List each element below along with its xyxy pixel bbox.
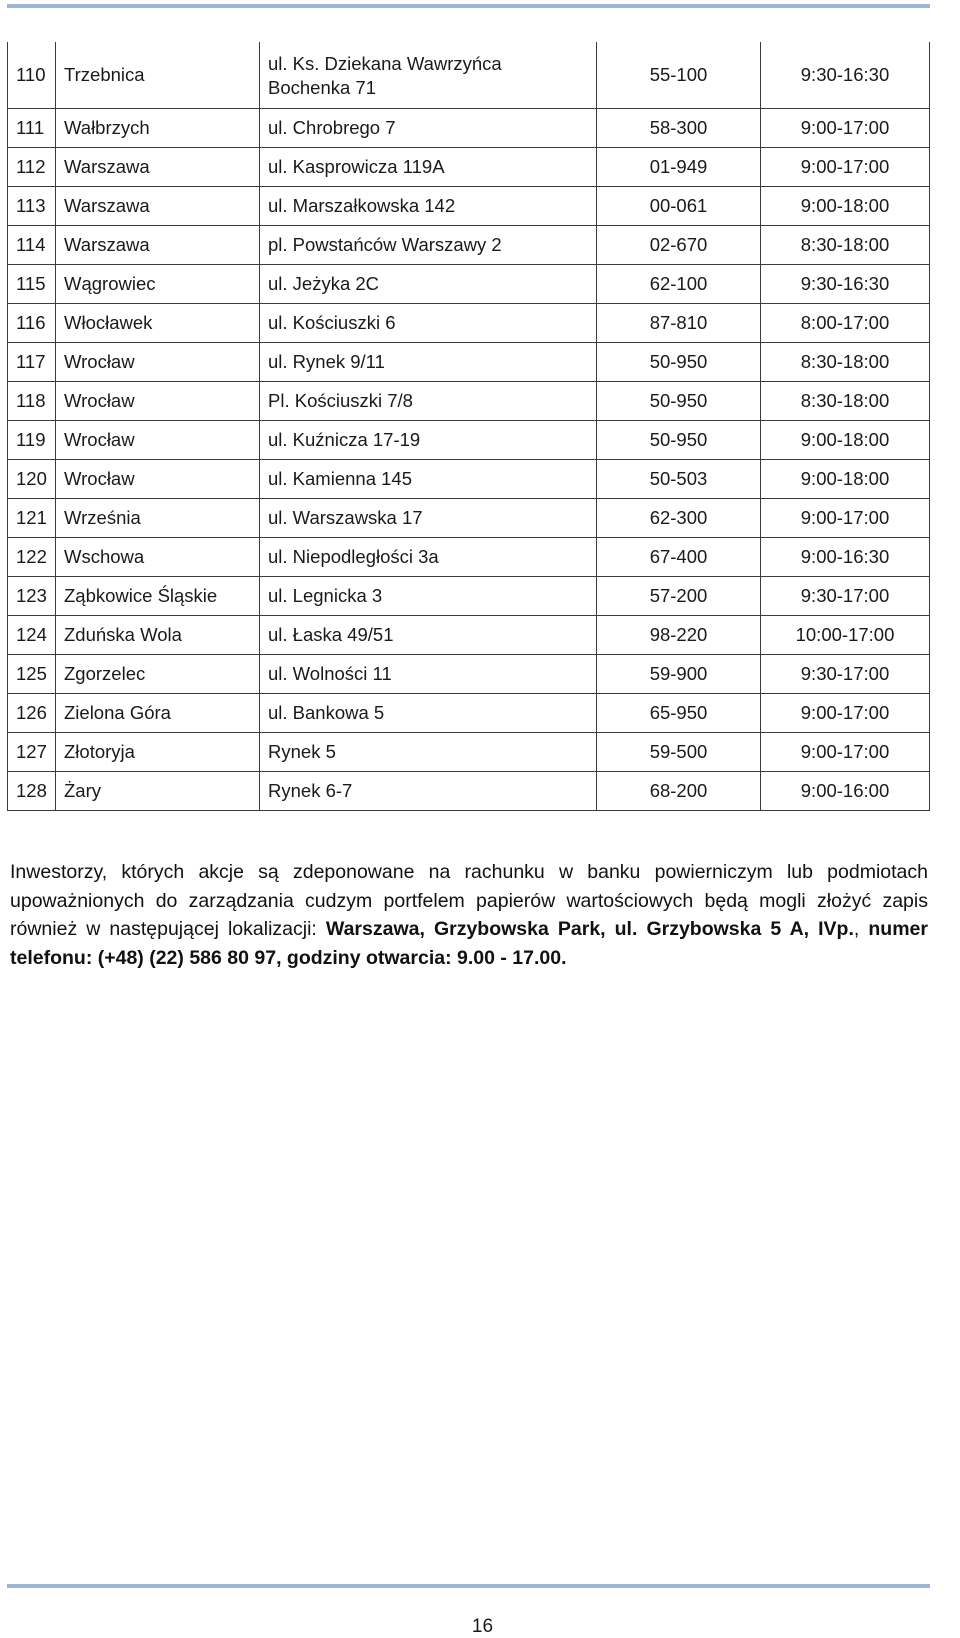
cell-city: Wrocław bbox=[56, 343, 260, 382]
cell-hours: 8:00-17:00 bbox=[761, 304, 930, 343]
cell-zip: 62-300 bbox=[597, 499, 761, 538]
cell-hours: 9:30-16:30 bbox=[761, 42, 930, 109]
cell-city: Ząbkowice Śląskie bbox=[56, 577, 260, 616]
cell-zip: 58-300 bbox=[597, 109, 761, 148]
cell-zip: 50-950 bbox=[597, 382, 761, 421]
cell-hours: 9:00-17:00 bbox=[761, 499, 930, 538]
cell-no: 120 bbox=[8, 460, 56, 499]
paragraph-plain-text: Inwestorzy, których akcje są zdeponowane na rachunku w banku powierniczym lub podmiotach upoważnionych do zarządzania cudzym portfelem papierów wartościowych będą mogli złożyć zapis również w następującej lokalizacji: bbox=[10, 861, 928, 940]
cell-zip: 87-810 bbox=[597, 304, 761, 343]
cell-no: 121 bbox=[8, 499, 56, 538]
cell-zip: 65-950 bbox=[597, 694, 761, 733]
cell-zip: 98-220 bbox=[597, 616, 761, 655]
table-row bbox=[8, 265, 930, 304]
bottom-rule bbox=[7, 1584, 930, 1588]
table-row bbox=[8, 148, 930, 187]
cell-hours: 8:30-18:00 bbox=[761, 226, 930, 265]
cell-hours: 8:30-18:00 bbox=[761, 382, 930, 421]
page-number: 16 bbox=[471, 1616, 494, 1637]
cell-hours: 8:30-18:00 bbox=[761, 343, 930, 382]
cell-no: 118 bbox=[8, 382, 56, 421]
cell-street: ul. Kuźnicza 17-19 bbox=[260, 421, 597, 460]
cell-city: Trzebnica bbox=[56, 42, 260, 109]
cell-street: ul. Marszałkowska 142 bbox=[260, 187, 597, 226]
cell-hours: 9:00-16:00 bbox=[761, 772, 930, 811]
cell-street: pl. Powstańców Warszawy 2 bbox=[260, 226, 597, 265]
cell-city: Złotoryja bbox=[56, 733, 260, 772]
cell-hours: 9:00-17:00 bbox=[761, 148, 930, 187]
cell-city: Wrocław bbox=[56, 460, 260, 499]
cell-street: ul. Kamienna 145 bbox=[260, 460, 597, 499]
paragraph-contact: numer telefonu: (+48) (22) 586 80 97, godziny otwarcia: 9.00 - 17.00 bbox=[10, 918, 928, 969]
cell-hours: 9:30-16:30 bbox=[761, 265, 930, 304]
table-row bbox=[8, 499, 930, 538]
cell-city: Zduńska Wola bbox=[56, 616, 260, 655]
table-row bbox=[8, 304, 930, 343]
cell-city: Warszawa bbox=[56, 148, 260, 187]
branch-table bbox=[7, 42, 930, 811]
cell-street: Rynek 5 bbox=[260, 733, 597, 772]
cell-no: 122 bbox=[8, 538, 56, 577]
investors-paragraph bbox=[10, 858, 928, 972]
cell-street: ul. Chrobrego 7 bbox=[260, 109, 597, 148]
cell-no: 119 bbox=[8, 421, 56, 460]
cell-city: Wschowa bbox=[56, 538, 260, 577]
cell-hours: 9:30-17:00 bbox=[761, 577, 930, 616]
table-row bbox=[8, 538, 930, 577]
cell-street: ul. Wolności 11 bbox=[260, 655, 597, 694]
cell-street: ul. Kościuszki 6 bbox=[260, 304, 597, 343]
cell-street: ul. Niepodległości 3a bbox=[260, 538, 597, 577]
cell-zip: 50-950 bbox=[597, 343, 761, 382]
cell-zip: 01-949 bbox=[597, 148, 761, 187]
cell-no: 113 bbox=[8, 187, 56, 226]
cell-no: 110 bbox=[8, 42, 56, 109]
table-row bbox=[8, 694, 930, 733]
paragraph-location: Warszawa, Grzybowska Park, ul. Grzybowska 5 A, IVp. bbox=[325, 918, 854, 940]
table-row bbox=[8, 460, 930, 499]
cell-no: 124 bbox=[8, 616, 56, 655]
cell-no: 126 bbox=[8, 694, 56, 733]
cell-city: Zielona Góra bbox=[56, 694, 260, 733]
cell-street: ul. Warszawska 17 bbox=[260, 499, 597, 538]
cell-hours: 9:00-17:00 bbox=[761, 694, 930, 733]
cell-zip: 68-200 bbox=[597, 772, 761, 811]
table-row bbox=[8, 343, 930, 382]
cell-city: Wągrowiec bbox=[56, 265, 260, 304]
table-row bbox=[8, 382, 930, 421]
cell-zip: 50-503 bbox=[597, 460, 761, 499]
cell-zip: 57-200 bbox=[597, 577, 761, 616]
cell-street: ul. Rynek 9/11 bbox=[260, 343, 597, 382]
cell-no: 123 bbox=[8, 577, 56, 616]
cell-hours: 9:00-18:00 bbox=[761, 421, 930, 460]
cell-street: Pl. Kościuszki 7/8 bbox=[260, 382, 597, 421]
cell-hours: 9:00-16:30 bbox=[761, 538, 930, 577]
cell-zip: 02-670 bbox=[597, 226, 761, 265]
cell-zip: 00-061 bbox=[597, 187, 761, 226]
cell-street: ul. Łaska 49/51 bbox=[260, 616, 597, 655]
table-row bbox=[8, 187, 930, 226]
cell-no: 114 bbox=[8, 226, 56, 265]
table-row bbox=[8, 226, 930, 265]
cell-city: Warszawa bbox=[56, 226, 260, 265]
paragraph-comma: , bbox=[853, 918, 869, 940]
cell-street: ul. Ks. Dziekana Wawrzyńca Bochenka 71 bbox=[260, 42, 597, 109]
cell-city: Wrocław bbox=[56, 382, 260, 421]
cell-city: Wałbrzych bbox=[56, 109, 260, 148]
cell-street: ul. Jeżyka 2C bbox=[260, 265, 597, 304]
cell-zip: 67-400 bbox=[597, 538, 761, 577]
table-row bbox=[8, 655, 930, 694]
cell-no: 125 bbox=[8, 655, 56, 694]
cell-zip: 59-900 bbox=[597, 655, 761, 694]
table-row bbox=[8, 577, 930, 616]
cell-street: Rynek 6-7 bbox=[260, 772, 597, 811]
branch-table-body bbox=[8, 42, 930, 811]
cell-zip: 50-950 bbox=[597, 421, 761, 460]
table-row bbox=[8, 733, 930, 772]
cell-city: Września bbox=[56, 499, 260, 538]
cell-no: 117 bbox=[8, 343, 56, 382]
cell-zip: 59-500 bbox=[597, 733, 761, 772]
table-row bbox=[8, 109, 930, 148]
cell-city: Wrocław bbox=[56, 421, 260, 460]
cell-zip: 62-100 bbox=[597, 265, 761, 304]
cell-hours: 9:00-17:00 bbox=[761, 733, 930, 772]
cell-hours: 9:00-18:00 bbox=[761, 187, 930, 226]
cell-street: ul. Kasprowicza 119A bbox=[260, 148, 597, 187]
cell-no: 111 bbox=[8, 109, 56, 148]
top-rule bbox=[7, 4, 930, 8]
cell-city: Warszawa bbox=[56, 187, 260, 226]
cell-hours: 9:30-17:00 bbox=[761, 655, 930, 694]
cell-no: 128 bbox=[8, 772, 56, 811]
cell-no: 112 bbox=[8, 148, 56, 187]
cell-hours: 9:00-18:00 bbox=[761, 460, 930, 499]
cell-city: Włocławek bbox=[56, 304, 260, 343]
table-row bbox=[8, 42, 930, 109]
cell-no: 127 bbox=[8, 733, 56, 772]
cell-zip: 55-100 bbox=[597, 42, 761, 109]
cell-street: ul. Legnicka 3 bbox=[260, 577, 597, 616]
cell-city: Żary bbox=[56, 772, 260, 811]
cell-street: ul. Bankowa 5 bbox=[260, 694, 597, 733]
cell-city: Zgorzelec bbox=[56, 655, 260, 694]
table-row bbox=[8, 421, 930, 460]
table-row bbox=[8, 772, 930, 811]
cell-no: 116 bbox=[8, 304, 56, 343]
cell-hours: 10:00-17:00 bbox=[761, 616, 930, 655]
cell-no: 115 bbox=[8, 265, 56, 304]
cell-hours: 9:00-17:00 bbox=[761, 109, 930, 148]
paragraph-end: . bbox=[561, 946, 567, 969]
table-row bbox=[8, 616, 930, 655]
